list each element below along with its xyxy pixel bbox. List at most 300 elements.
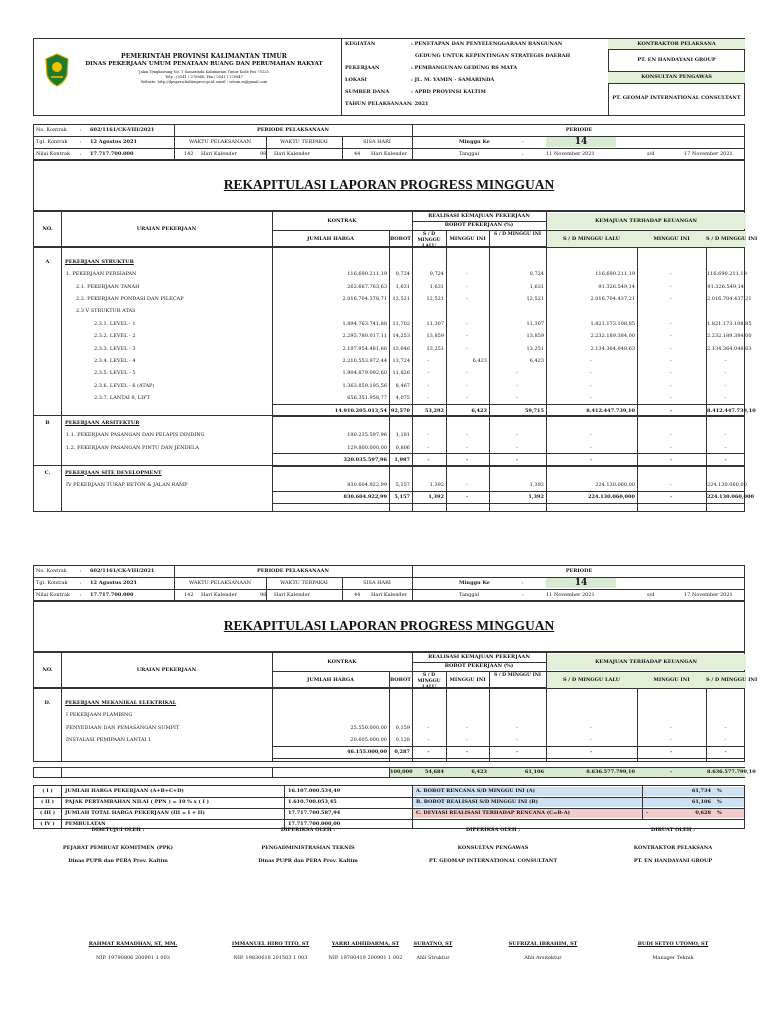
- contract-date: 12 Agustus 2021: [90, 139, 137, 145]
- row-fin-prev: -: [590, 395, 592, 402]
- report-section-2: [33, 565, 758, 827]
- row-prev-week: -: [427, 457, 430, 464]
- calendar-days-unit: Hari Kalender: [371, 592, 407, 598]
- row-fin-this-week: -: [670, 345, 672, 352]
- row-fin-this-week: -: [669, 494, 673, 501]
- row-to-date: -: [516, 444, 518, 451]
- separator: :: [80, 127, 82, 133]
- col-work-weight: BOBOT PEKERJAAN (%): [444, 663, 514, 669]
- row-to-date: 1,392: [528, 494, 544, 501]
- row-weight: 1,987: [394, 457, 410, 464]
- checker-title: PENGADMINISTRASIAN TEKNIS: [261, 845, 355, 851]
- row-fin-to-date: -: [724, 370, 727, 377]
- weight-summary-unit: %: [717, 799, 722, 805]
- row-to-date: -: [516, 736, 518, 743]
- row-to-date: -: [515, 749, 519, 756]
- row-price: 2.197.954.481,66: [342, 345, 387, 352]
- row-description: IV PEKERJAAN TURAP BETON & JALAN RAMP: [66, 481, 188, 488]
- weight-summary: [412, 786, 746, 819]
- separator: :: [80, 568, 82, 574]
- calendar-days-unit: Hari Kalender: [274, 151, 310, 157]
- row-weight: 14,253: [392, 333, 410, 340]
- row-description: PEKERJAAN MEKANIKAL ELEKTRIKAL: [65, 699, 177, 706]
- table-header: [33, 652, 758, 690]
- row-price: 129.800.000,00: [347, 444, 387, 451]
- row-to-date: 1,392: [529, 481, 544, 488]
- summary-label: PEMBULATAN: [65, 821, 106, 827]
- row-description: 2.3 V STRUKTUR ATAS: [76, 308, 136, 315]
- row-fin-this-week: -: [670, 357, 672, 364]
- contract-value: 17.717.700.000: [90, 151, 134, 157]
- row-fin-this-week: -: [669, 749, 673, 756]
- row-description: PEKERJAAN STRUKTUR: [65, 258, 134, 265]
- row-to-date: 59,715: [524, 407, 544, 414]
- time-used-value: 98: [260, 592, 267, 598]
- row-fin-prev: -: [590, 432, 592, 439]
- field-value: : PENETAPAN DAN PENYELENGGARAAN BANGUNAN: [411, 41, 563, 47]
- org-phone: Telp : (0541 ) 270846, Fax / 0541 ) 270847: [165, 75, 243, 79]
- date-label: Tanggal: [459, 592, 480, 598]
- contract-date-label: Tgl. Kontrak: [36, 580, 68, 586]
- date-start: 11 November 2021: [546, 151, 595, 157]
- table-body: [33, 247, 756, 512]
- row-fin-prev: -: [590, 382, 592, 389]
- row-weight: 0,287: [394, 749, 410, 756]
- field-value: : 2021: [411, 101, 429, 107]
- row-this-week: -: [466, 395, 468, 402]
- grand-prev-week: 54,684: [424, 769, 444, 775]
- calendar-days-unit: Hari Kalender: [371, 151, 407, 157]
- col-fin-prev: S / D MINGGU LALU: [562, 677, 621, 683]
- row-price: 116.690.211,19: [347, 271, 387, 278]
- contractor-label: KONTRAKTOR PELAKSANA: [637, 41, 716, 47]
- row-fin-to-date: -: [724, 736, 727, 743]
- grand-total-row: [33, 767, 756, 778]
- row-fin-to-date: -: [724, 444, 727, 451]
- row-this-week: -: [466, 283, 468, 290]
- row-fin-this-week: -: [669, 407, 673, 414]
- signer-name: BUDI SETYO UTOMO, ST: [637, 941, 709, 947]
- row-fin-prev: 1.821.173.108,85: [590, 320, 635, 327]
- col-prev-week: S / D MINGGU LALU: [417, 232, 441, 249]
- period-label: PERIODE: [565, 568, 593, 574]
- summary-label: PAJAK PERTAMBAHAN NILAI ( PPN ) = 10 % x ( I ): [65, 799, 209, 805]
- col-work-weight: BOBOT PEKERJAAN (%): [444, 222, 514, 228]
- consultant-title: KONSULTAN PENGAWAS: [457, 845, 529, 851]
- col-fin-to-date: S / D MINGGU INI: [706, 677, 758, 683]
- week-label: Minggu Ke: [459, 580, 490, 586]
- row-price: 320.035.597,96: [343, 457, 387, 464]
- row-fin-to-date: 224.130.060,00: [707, 481, 747, 488]
- row-fin-to-date: 224.130.060,000: [707, 494, 754, 501]
- date-end: 17 November 2021: [684, 592, 733, 598]
- summary-label: JUMLAH HARGA PEKERJAAN (A+B+C+D): [65, 788, 184, 794]
- row-fin-prev: 224.130.060,00: [595, 481, 635, 488]
- week-number: 14: [574, 137, 588, 147]
- row-fin-to-date: -: [724, 382, 727, 389]
- consultant-name: PT. GEOMAP INTERNATIONAL CONSULTANT: [612, 95, 741, 101]
- row-weight: 1,181: [395, 432, 410, 439]
- row-fin-this-week: -: [670, 320, 672, 327]
- separator: :: [522, 151, 524, 157]
- signer-name: SUBATNO, ST: [413, 941, 453, 947]
- row-to-date: -: [516, 382, 518, 389]
- row-price: 1.894.763.741,88: [342, 320, 387, 327]
- row-prev-week: 11,307: [426, 320, 444, 327]
- time-used-label: WAKTU TERPAKAI: [280, 580, 328, 586]
- weight-summary-unit: %: [717, 810, 722, 816]
- row-description: PEKERJAAN ARSITEKTUR: [65, 419, 140, 426]
- grand-fin-this-week: -: [669, 769, 673, 775]
- field-label: KEGIATAN: [345, 41, 376, 47]
- maker-role: DIBUAT OLEH :: [650, 827, 696, 833]
- row-to-date: 0,724: [529, 271, 544, 278]
- row-fin-to-date: 2.232.189.384,00: [707, 333, 752, 340]
- summary-number: ( I ): [42, 788, 53, 794]
- row-prev-week: 1,392: [429, 481, 444, 488]
- date-label: Tanggal: [459, 151, 480, 157]
- row-to-date: 11,307: [526, 320, 544, 327]
- row-prev-week: -: [427, 749, 430, 756]
- row-description: 2.3.7. LANTAI 8, LIFT: [94, 395, 150, 402]
- signature-block: [33, 822, 745, 972]
- row-weight: 13,724: [392, 357, 410, 364]
- weight-summary-value: 61,734: [691, 788, 711, 794]
- row-weight: 1,631: [395, 283, 410, 290]
- report-title: REKAPITULASI LAPORAN PROGRESS MINGGUAN: [223, 177, 555, 192]
- weight-summary-value: 0,628: [695, 810, 711, 816]
- signer-name: IMMANUEL HIRO TITO, ST: [231, 941, 310, 947]
- days-left-label: SISA HARI: [363, 139, 391, 145]
- row-fin-to-date: -: [724, 457, 727, 464]
- calendar-days-unit: Hari Kalender: [201, 151, 237, 157]
- col-fin-prev: S / D MINGGU LALU: [562, 236, 621, 242]
- row-weight: 5,157: [395, 481, 410, 488]
- signer-nip: NIP. 19790806 200901 1 003: [96, 955, 170, 961]
- row-description: 1. PEKERJAAN PERSIAPAN: [66, 271, 137, 278]
- row-prev-week: 1,392: [428, 494, 444, 501]
- row-number: C.: [44, 469, 51, 476]
- row-to-date: -: [516, 395, 518, 402]
- date-end: 17 November 2021: [684, 151, 733, 157]
- row-number: B: [45, 419, 50, 426]
- signer-name: SUFRIZAL IBRAHIM, ST: [508, 941, 578, 947]
- row-price: 14.910.205.013,54: [334, 407, 387, 414]
- row-fin-prev: -: [589, 749, 593, 756]
- row-fin-prev: -: [590, 736, 592, 743]
- summary-number: ( II ): [41, 799, 54, 805]
- contract-value-label: Nilai Kontrak: [36, 151, 70, 157]
- row-fin-prev: -: [590, 724, 592, 731]
- time-planned-value: 142: [184, 592, 194, 598]
- field-value: : PEMBANGUNAN GEDUNG RS MATA: [411, 65, 518, 71]
- row-price: 2.295.780.017,11: [342, 333, 387, 340]
- row-fin-prev: 116.690.211,19: [595, 271, 635, 278]
- org-website: Website: http://dpupera-kaltimprov.go.id email : setum.m@gmail.com: [140, 80, 268, 84]
- days-left-value: 44: [354, 151, 361, 157]
- row-fin-this-week: -: [670, 333, 672, 340]
- row-this-week: -: [466, 333, 468, 340]
- row-description: 2.3.4. LEVEL - 4: [94, 357, 136, 364]
- contract-number-label: No. Kontrak: [36, 127, 67, 133]
- row-weight: 11,702: [392, 320, 410, 327]
- signer-name: RAHMAT RAMADHAN, ST, MM.: [88, 941, 178, 947]
- summary-number: ( III ): [39, 810, 56, 816]
- row-description: I PEKERJAAN PLAMBING: [66, 712, 133, 719]
- row-weight: 0,724: [395, 271, 410, 278]
- row-description: 2.1. PEKERJAAN TANAH: [76, 283, 140, 290]
- col-fin-to-date: S / D MINGGU INI: [706, 236, 758, 242]
- weight-summary-label: B. BOBOT REALISASI S/D MINGGU INI (B): [416, 799, 538, 805]
- row-this-week: -: [466, 481, 468, 488]
- col-realization: REALISASI KEMAJUAN PEKERJAAN: [428, 654, 530, 660]
- row-fin-this-week: -: [670, 481, 672, 488]
- days-left-label: SISA HARI: [363, 580, 391, 586]
- row-weight: 0,128: [395, 736, 410, 743]
- row-fin-to-date: 2.016.704.437,21: [707, 295, 752, 302]
- row-fin-to-date: -: [724, 749, 727, 756]
- row-description: 2.3.2. LEVEL - 2: [94, 333, 136, 340]
- grand-fin-to-date: 8.636.577.799,10: [707, 769, 756, 775]
- row-fin-to-date: 8.412.447.739,10: [707, 407, 756, 414]
- row-price: 656.351.958,77: [347, 395, 387, 402]
- row-fin-prev: 2.016.704.437,21: [590, 295, 635, 302]
- signer-role: Ahli Struktur: [416, 955, 450, 961]
- field-label: TAHUN PELAKSANAAN: [345, 101, 412, 107]
- row-prev-week: 12,521: [426, 295, 444, 302]
- row-prev-week: -: [427, 370, 430, 377]
- row-fin-prev: 224.130.060,000: [588, 494, 635, 501]
- separator: :: [80, 580, 82, 586]
- contract-date: 12 Agustus 2021: [90, 580, 137, 586]
- row-to-date: 13,251: [526, 345, 544, 352]
- date-range-sep: s/d: [647, 592, 655, 598]
- row-weight: 92,570: [390, 407, 410, 414]
- row-fin-prev: -: [590, 444, 592, 451]
- row-fin-this-week: -: [670, 271, 672, 278]
- row-this-week: -: [466, 345, 468, 352]
- row-prev-week: 13,859: [426, 333, 444, 340]
- row-fin-this-week: -: [670, 432, 672, 439]
- row-fin-prev: -: [589, 457, 593, 464]
- contract-number: 602/1161/CK-VIII/2021: [90, 127, 155, 133]
- row-price: 1.904.879.092,60: [342, 370, 387, 377]
- row-prev-week: -: [427, 736, 430, 743]
- row-fin-this-week: -: [670, 736, 672, 743]
- row-fin-to-date: -: [724, 357, 727, 364]
- col-contract: KONTRAK: [327, 218, 357, 224]
- row-price: 20.605.000,00: [350, 736, 387, 743]
- report-title: REKAPITULASI LAPORAN PROGRESS MINGGUAN: [223, 618, 555, 633]
- row-number: A: [45, 258, 50, 265]
- row-fin-prev: 2.134.364.048,63: [590, 345, 635, 352]
- row-to-date: -: [516, 432, 518, 439]
- row-prev-week: -: [427, 444, 430, 451]
- row-prev-week: -: [427, 395, 430, 402]
- row-weight: 4,075: [395, 395, 410, 402]
- row-this-week: -: [466, 320, 468, 327]
- grand-fin-prev: 8.636.577.799,10: [586, 769, 635, 775]
- time-planned-label: WAKTU PELAKSANAAN: [188, 580, 252, 586]
- row-to-date: -: [516, 370, 518, 377]
- separator: :: [522, 139, 524, 145]
- col-fin-this-week: MINGGU INI: [653, 677, 690, 683]
- row-fin-this-week: -: [670, 395, 672, 402]
- row-weight: 0,806: [395, 444, 410, 451]
- checker-role: DIPERIKSA OLEH :: [280, 827, 336, 833]
- row-to-date: 1,631: [529, 283, 544, 290]
- summary-number: ( IV ): [40, 821, 55, 827]
- row-to-date: 6,423: [529, 357, 544, 364]
- contract-value-label: Nilai Kontrak: [36, 592, 70, 598]
- row-fin-this-week: -: [670, 382, 672, 389]
- separator: :: [522, 592, 524, 598]
- col-to-date: S / D MINGGU INI: [493, 673, 542, 678]
- row-this-week: -: [466, 382, 468, 389]
- time-used-value: 98: [260, 151, 267, 157]
- grand-this-week: 6,423: [471, 769, 487, 775]
- row-this-week: -: [465, 457, 469, 464]
- weight-summary-unit: %: [717, 788, 722, 794]
- signer-role: Manager Teknik: [652, 955, 694, 961]
- row-price: 190.235.597,96: [347, 432, 387, 439]
- maker-title: KONTRAKTOR PELAKSANA: [633, 845, 713, 851]
- consultant-org: PT. GEOMAP INTERNATIONAL CONSULTANT: [428, 858, 558, 864]
- row-fin-to-date: 116.690.211,19: [707, 271, 747, 278]
- grand-weight: 100,000: [390, 769, 413, 775]
- row-description: 2.3.3. LEVEL - 3: [94, 345, 136, 352]
- row-weight: 12,521: [392, 295, 410, 302]
- col-price: JUMLAH HARGA: [306, 677, 355, 683]
- row-to-date: 13,859: [526, 333, 544, 340]
- col-description: URAIAN PEKERJAAN: [136, 226, 197, 232]
- row-fin-this-week: -: [670, 295, 672, 302]
- col-to-date: S / D MINGGU INI: [493, 232, 542, 237]
- row-weight: 13,646: [392, 345, 410, 352]
- row-prev-week: 0,724: [429, 271, 444, 278]
- row-prev-week: 1,631: [429, 283, 444, 290]
- row-to-date: 12,521: [526, 295, 544, 302]
- field-label: SUMBER DANA: [345, 89, 390, 95]
- row-fin-to-date: 91.326.549,14: [707, 283, 744, 290]
- row-prev-week: -: [427, 724, 430, 731]
- week-label: Minggu Ke: [459, 139, 490, 145]
- row-prev-week: 53,292: [424, 407, 444, 414]
- row-price: 1.363.859.195,56: [342, 382, 387, 389]
- row-fin-this-week: -: [670, 724, 672, 731]
- col-no: NO.: [42, 226, 53, 232]
- field-label: LOKASI: [345, 77, 367, 83]
- field-value: : APBD PROVINSI KALTIM: [411, 89, 486, 95]
- table-body: [33, 688, 745, 762]
- row-weight: 0,159: [395, 724, 410, 731]
- contract-number: 602/1161/CK-VIII/2021: [90, 568, 155, 574]
- summary-value: 17.717.700.000,00: [288, 821, 341, 827]
- row-this-week: -: [466, 432, 468, 439]
- row-this-week: -: [466, 271, 468, 278]
- row-description: PENYEDIAAN DAN PEMASANGAN SUMPIT: [66, 724, 180, 731]
- date-range-sep: s/d: [647, 151, 655, 157]
- row-price: 262.667.763,63: [347, 283, 387, 290]
- row-fin-prev: 8.412.447.739,10: [586, 407, 635, 414]
- grand-to-date: 61,106: [524, 769, 544, 775]
- separator: :: [80, 592, 82, 598]
- period-heading: PERIODE PELAKSANAAN: [256, 127, 329, 133]
- row-this-week: -: [466, 724, 468, 731]
- weight-summary-label: C. DEVIASI REALISASI TERHADAP RENCANA (C=B-A): [416, 810, 570, 816]
- row-fin-prev: 2.232.189.384,00: [590, 333, 635, 340]
- summary-value: 16.107.000.534,49: [288, 788, 341, 794]
- letterhead: [33, 38, 745, 116]
- calendar-days-unit: Hari Kalender: [201, 592, 237, 598]
- row-number: D.: [44, 699, 51, 706]
- row-prev-week: -: [427, 382, 430, 389]
- row-fin-this-week: -: [669, 457, 673, 464]
- col-this-week: MINGGU INI: [449, 677, 486, 683]
- row-fin-to-date: -: [724, 395, 727, 402]
- col-contract: KONTRAK: [327, 659, 357, 665]
- summary-value: 1.610.700.053,45: [288, 799, 337, 805]
- row-fin-to-date: -: [724, 432, 727, 439]
- row-description: 1.2. PEKERJAAN PASANGAN PINTU DAN JENDELA: [66, 444, 200, 451]
- row-prev-week: 13,251: [426, 345, 444, 352]
- contract-value: 17.717.700.000: [90, 592, 134, 598]
- col-weight: BOBOT: [389, 677, 412, 683]
- field-label: PEKERJAAN: [345, 65, 380, 71]
- row-to-date: -: [515, 457, 519, 464]
- signer-role: Ahli Arsitektur: [524, 955, 562, 961]
- row-description: 1.1. PEKERJAAN PASANGAN DAN PELAPIS DINDING: [66, 432, 205, 439]
- row-fin-to-date: 1.821.173.108,85: [707, 320, 752, 327]
- org-name-2: DINAS PEKERJAAN UMUM PENATAAN RUANG DAN PERUMAHAN RAKYAT: [85, 61, 323, 67]
- row-this-week: 6,423: [472, 357, 487, 364]
- col-fin-this-week: MINGGU INI: [653, 236, 690, 242]
- row-this-week: 6,423: [471, 407, 487, 414]
- row-price: 830.604.922,99: [347, 481, 387, 488]
- weight-summary-sign: -: [646, 810, 649, 816]
- approver-role: DISETUJUI OLEH :: [91, 827, 145, 833]
- row-this-week: -: [466, 736, 468, 743]
- col-finance: KEMAJUAN TERHADAP KEUANGAN: [595, 218, 697, 224]
- row-this-week: -: [465, 494, 469, 501]
- row-this-week: -: [465, 749, 469, 756]
- field-value: GEDUNG UNTUK KEPENTINGAN STRATEGIS DAERAH: [415, 53, 571, 59]
- row-this-week: -: [466, 370, 468, 377]
- consultant-label: KONSULTAN PENGAWAS: [641, 74, 712, 80]
- table-header: [33, 211, 758, 249]
- row-price: 2.016.704.378,71: [342, 295, 387, 302]
- org-name-1: PEMERINTAH PROVINSI KALIMANTAN TIMUR: [121, 53, 287, 60]
- row-fin-this-week: -: [670, 370, 672, 377]
- contract-info: [33, 124, 745, 160]
- row-to-date: -: [516, 724, 518, 731]
- col-finance: KEMAJUAN TERHADAP KEUANGAN: [595, 659, 697, 665]
- signer-name: YARRI ADHIDARMA, ST: [331, 941, 400, 947]
- row-prev-week: -: [427, 357, 430, 364]
- time-planned-value: 142: [184, 151, 194, 157]
- contract-date-label: Tgl. Kontrak: [36, 139, 68, 145]
- consultant-role: DIPERIKSA OLEH :: [465, 827, 521, 833]
- row-fin-to-date: 2.134.364.048,63: [707, 345, 752, 352]
- period-heading: PERIODE PELAKSANAAN: [256, 568, 329, 574]
- row-fin-to-date: -: [724, 724, 727, 731]
- row-weight: 11,826: [392, 370, 410, 377]
- row-fin-this-week: -: [670, 283, 672, 290]
- row-fin-prev: -: [590, 370, 592, 377]
- signer-nip: NIP. 19780419 200901 1 002: [328, 955, 403, 961]
- province-logo: [44, 53, 70, 87]
- summary-value: 17.717.700.587,94: [288, 810, 341, 816]
